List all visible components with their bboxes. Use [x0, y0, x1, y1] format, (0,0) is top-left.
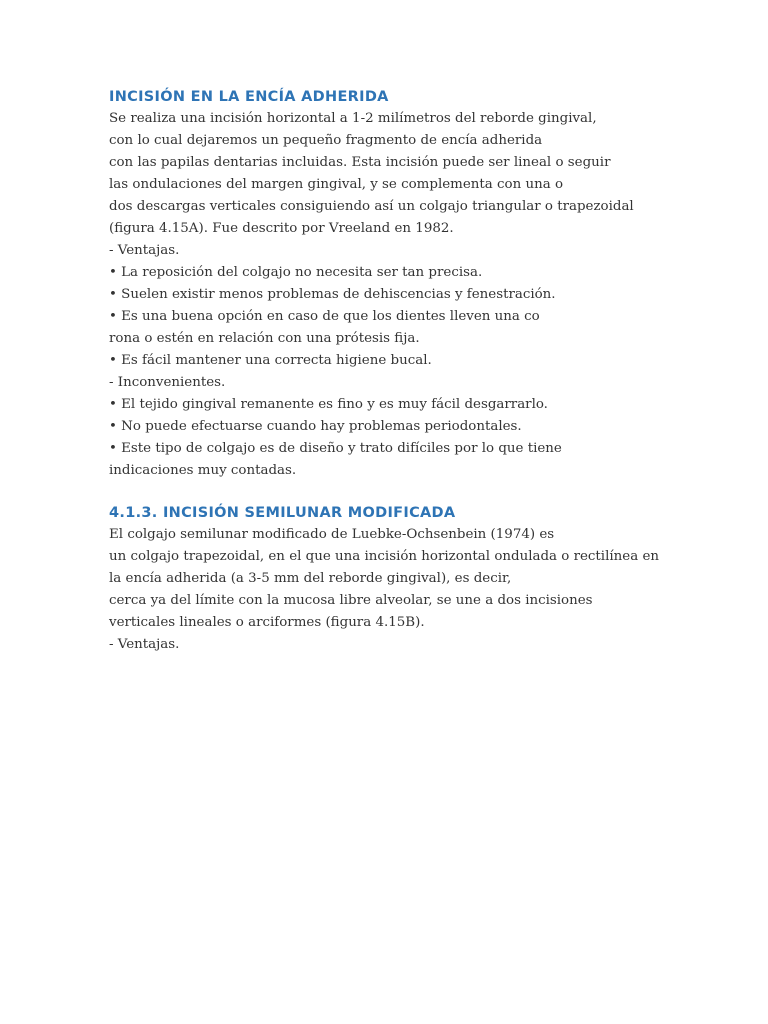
body-line: un colgajo trapezoidal, en el que una incisión horizontal ondulada o rectilínea en [109, 549, 659, 564]
body-line: con las papilas dentarias incluidas. Esta incisión puede ser lineal o seguir [109, 155, 611, 170]
body-line: cerca ya del límite con la mucosa libre alveolar, se une a dos incisiones [109, 593, 593, 608]
bullet-item: • La reposición del colgajo no necesita ser tan precisa. [109, 265, 483, 280]
bullet-item-continuation: indicaciones muy contadas. [109, 463, 297, 478]
body-line: dos descargas verticales consiguiendo así un colgajo triangular o trapezoidal [109, 199, 634, 214]
document-page [109, 86, 729, 656]
list-label-inconvenientes: - Inconvenientes. [109, 375, 226, 390]
bullet-item: • Suelen existir menos problemas de dehiscencias y fenestración. [109, 287, 556, 302]
list-label-ventajas: - Ventajas. [109, 637, 180, 652]
bullet-item: • El tejido gingival remanente es fino y es muy fácil desgarrarlo. [109, 397, 548, 412]
section-heading: 4.1.3. INCISIÓN SEMILUNAR MODIFICADA [109, 505, 456, 521]
section-incision-encia-adherida [109, 86, 729, 482]
body-line: (figura 4.15A). Fue descrito por Vreeland en 1982. [109, 221, 454, 236]
body-line: la encía adherida (a 3-5 mm del reborde gingival), es decir, [109, 571, 512, 586]
bullet-item: • Este tipo de colgajo es de diseño y trato difíciles por lo que tiene [109, 441, 562, 456]
bullet-item-continuation: rona o estén en relación con una prótesis fija. [109, 331, 420, 346]
list-label-ventajas: - Ventajas. [109, 243, 180, 258]
body-line: Se realiza una incisión horizontal a 1-2 milímetros del reborde gingival, [109, 111, 597, 126]
body-line: las ondulaciones del margen gingival, y se complementa con una o [109, 177, 564, 192]
section-heading: INCISIÓN EN LA ENCÍA ADHERIDA [109, 89, 389, 105]
body-line: con lo cual dejaremos un pequeño fragmento de encía adherida [109, 133, 543, 148]
bullet-item: • Es una buena opción en caso de que los dientes lleven una co [109, 309, 540, 324]
section-incision-semilunar-modificada [109, 502, 729, 656]
bullet-item: • No puede efectuarse cuando hay problemas periodontales. [109, 419, 522, 434]
body-line: verticales lineales o arciformes (figura 4.15B). [109, 615, 425, 630]
bullet-item: • Es fácil mantener una correcta higiene bucal. [109, 353, 432, 368]
body-line: El colgajo semilunar modificado de Luebke-Ochsenbein (1974) es [109, 527, 555, 542]
